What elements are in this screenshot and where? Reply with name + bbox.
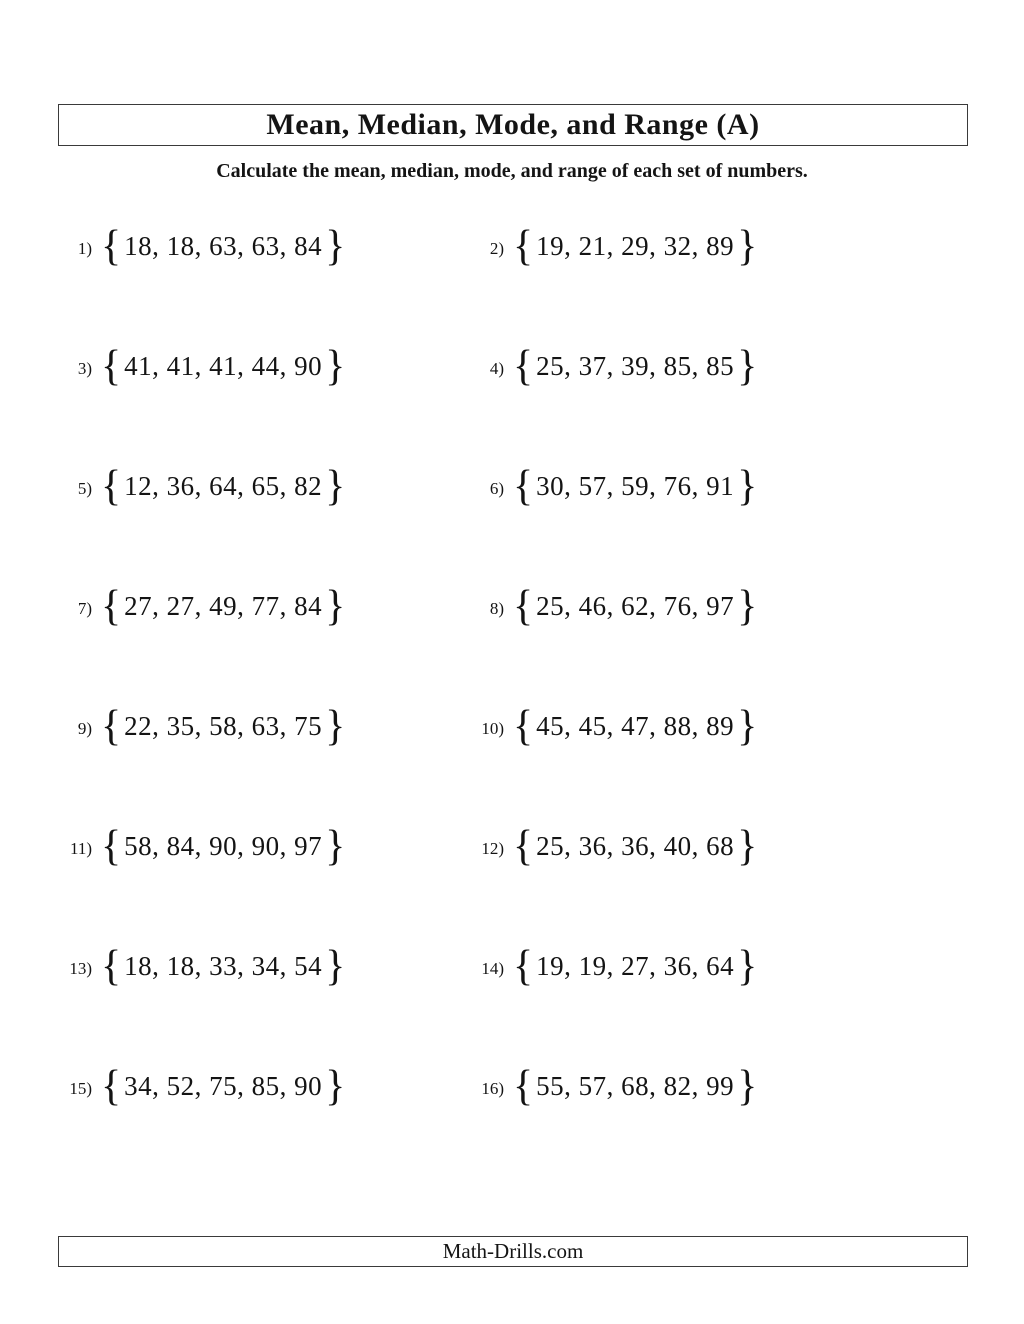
number-set [99, 462, 347, 510]
problem-grid [60, 186, 964, 1146]
number-set [511, 702, 759, 750]
problem-item [472, 906, 964, 1026]
problem-item [472, 186, 964, 306]
problem-number: 4) [489, 358, 504, 378]
number-set [511, 1062, 759, 1110]
problem-number: 7) [77, 598, 92, 618]
close-brace: } [325, 702, 346, 750]
number-set [99, 342, 347, 390]
problem-number: 3) [77, 358, 92, 378]
open-brace: { [101, 702, 122, 750]
set-values: 55, 57, 68, 82, 99 [536, 1070, 735, 1101]
open-brace: { [513, 582, 534, 630]
close-brace: } [737, 942, 758, 990]
open-brace: { [101, 582, 122, 630]
problem-number: 1) [77, 238, 92, 258]
problem-item [472, 1026, 964, 1146]
problem-item [60, 666, 472, 786]
problem-item [472, 786, 964, 906]
open-brace: { [513, 222, 534, 270]
close-brace: } [325, 822, 346, 870]
problem-number: 13) [69, 958, 92, 978]
set-values: 45, 45, 47, 88, 89 [536, 710, 735, 741]
set-values: 58, 84, 90, 90, 97 [124, 830, 323, 861]
set-values: 22, 35, 58, 63, 75 [124, 710, 323, 741]
problem-number: 15) [69, 1078, 92, 1098]
number-set [99, 942, 347, 990]
open-brace: { [101, 1062, 122, 1110]
instructions-text: Calculate the mean, median, mode, and range of each set of numbers. [216, 160, 808, 182]
problem-item [472, 546, 964, 666]
problem-item [60, 306, 472, 426]
set-values: 18, 18, 63, 63, 84 [124, 230, 323, 261]
set-values: 25, 37, 39, 85, 85 [536, 350, 735, 381]
number-set [511, 222, 759, 270]
set-values: 41, 41, 41, 44, 90 [124, 350, 323, 381]
problem-number: 9) [77, 718, 92, 738]
problem-number: 16) [481, 1078, 504, 1098]
close-brace: } [325, 342, 346, 390]
number-set [99, 222, 347, 270]
number-set [99, 582, 347, 630]
close-brace: } [737, 582, 758, 630]
problem-item [60, 546, 472, 666]
problem-number: 10) [481, 718, 504, 738]
close-brace: } [737, 462, 758, 510]
title-box [58, 104, 968, 146]
problem-item [60, 1026, 472, 1146]
close-brace: } [325, 582, 346, 630]
close-brace: } [325, 222, 346, 270]
open-brace: { [101, 822, 122, 870]
page-title: Mean, Median, Mode, and Range (A) [266, 108, 760, 141]
close-brace: } [325, 942, 346, 990]
set-values: 27, 27, 49, 77, 84 [124, 590, 323, 621]
problem-item [60, 426, 472, 546]
problem-number: 2) [489, 238, 504, 258]
problem-item [60, 786, 472, 906]
problem-number: 8) [489, 598, 504, 618]
set-values: 19, 19, 27, 36, 64 [536, 950, 735, 981]
open-brace: { [513, 1062, 534, 1110]
open-brace: { [513, 942, 534, 990]
close-brace: } [325, 462, 346, 510]
footer-box [58, 1236, 968, 1267]
close-brace: } [737, 702, 758, 750]
number-set [99, 822, 347, 870]
open-brace: { [513, 462, 534, 510]
open-brace: { [513, 822, 534, 870]
problem-number: 14) [481, 958, 504, 978]
set-values: 19, 21, 29, 32, 89 [536, 230, 735, 261]
open-brace: { [101, 222, 122, 270]
close-brace: } [737, 222, 758, 270]
problem-number: 11) [69, 838, 92, 858]
set-values: 25, 46, 62, 76, 97 [536, 590, 735, 621]
footer-brand: Math-Drills.com [442, 1239, 584, 1263]
problem-number: 5) [77, 478, 92, 498]
open-brace: { [101, 942, 122, 990]
open-brace: { [101, 462, 122, 510]
close-brace: } [737, 822, 758, 870]
set-values: 25, 36, 36, 40, 68 [536, 830, 735, 861]
set-values: 34, 52, 75, 85, 90 [124, 1070, 323, 1101]
problem-item [472, 426, 964, 546]
problem-number: 6) [489, 478, 504, 498]
close-brace: } [737, 1062, 758, 1110]
problem-item [60, 186, 472, 306]
close-brace: } [325, 1062, 346, 1110]
open-brace: { [101, 342, 122, 390]
problem-item [472, 666, 964, 786]
number-set [511, 942, 759, 990]
problem-number: 12) [481, 838, 504, 858]
number-set [511, 462, 759, 510]
problem-item [60, 906, 472, 1026]
close-brace: } [737, 342, 758, 390]
number-set [511, 582, 759, 630]
number-set [99, 702, 347, 750]
number-set [99, 1062, 347, 1110]
set-values: 12, 36, 64, 65, 82 [124, 470, 323, 501]
problem-item [472, 306, 964, 426]
open-brace: { [513, 702, 534, 750]
set-values: 30, 57, 59, 76, 91 [536, 470, 735, 501]
set-values: 18, 18, 33, 34, 54 [124, 950, 323, 981]
number-set [511, 342, 759, 390]
number-set [511, 822, 759, 870]
open-brace: { [513, 342, 534, 390]
